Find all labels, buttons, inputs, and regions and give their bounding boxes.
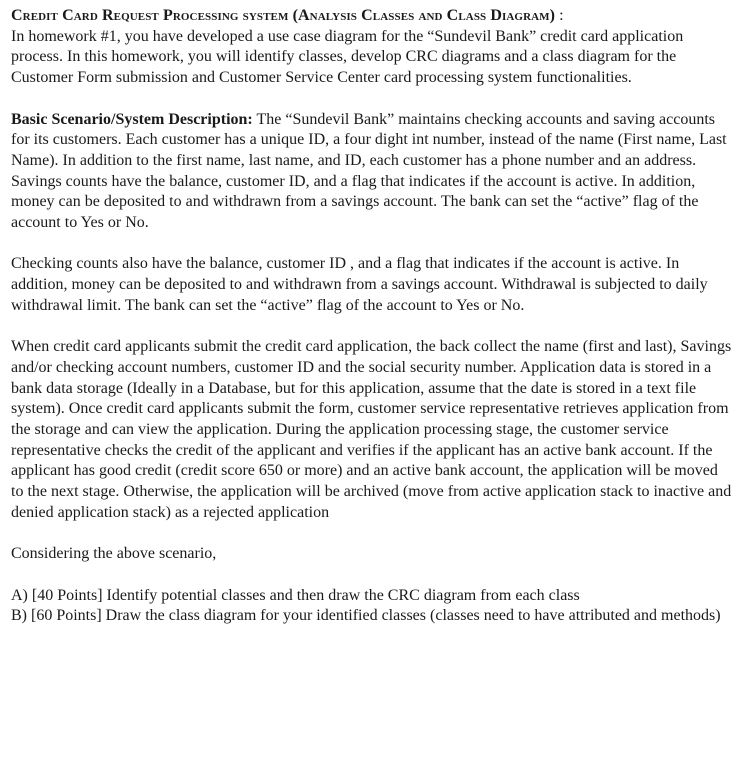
assignment-document xyxy=(11,6,733,627)
task-a-item: A) [40 Points] Identify potential classes and then draw the CRC diagram from each class xyxy=(11,586,580,604)
document-title-suffix: : xyxy=(555,7,564,24)
paragraph-spacer xyxy=(11,565,733,586)
application-process-paragraph: When credit card applicants submit the credit card application, the back collect the name (first and last), Savings and/or checking account numbers, customer ID and the social security number. Application data is stored in a bank data storage (Ideally in a Database, but for this application, assume that the date is stored in a text file system). Once credit card applicants submit the form, customer service representative retrieves application from the storage and can view the application. During the application processing stage, the customer service representative checks the credit of the applicant and verifies if the applicant has an active bank account. If the applicant has good credit (credit score 650 or more) and an active bank account, the application will be moved to the next stage. Otherwise, the application will be archived (move from active application stack to inactive and denied application stack) as a rejected application xyxy=(11,338,732,521)
document-title: Credit Card Request Processing system (Analysis Classes and Class Diagram) xyxy=(11,7,556,24)
paragraph-spacer xyxy=(11,234,733,255)
paragraph-spacer xyxy=(11,89,733,110)
considering-paragraph: Considering the above scenario, xyxy=(11,545,217,563)
intro-paragraph xyxy=(11,6,733,89)
basic-scenario-text: The “Sundevil Bank” maintains checking accounts and saving accounts for its customers. Each customer has a unique ID, a four dight int number, instead of the name (First name, Last Name). In addition to the first name, last name, and ID, each customer has a phone number and an address. Savings counts have the balance, customer ID, and a flag that indicates if the account is active. In addition, money can be deposited to and withdrawn from a savings account. The bank can set the “active” flag of the account to Yes or No. xyxy=(11,110,727,232)
intro-text: In homework #1, you have developed a use case diagram for the “Sundevil Bank” credit card application process. In this homework, you will identify classes, develop CRC diagrams and a class diagram for the Customer Form submission and Customer Service Center card processing system functionalities. xyxy=(11,27,684,87)
paragraph-spacer xyxy=(11,317,733,338)
checking-accounts-paragraph: Checking counts also have the balance, customer ID , and a flag that indicates if the account is active. In addition, money can be deposited to and withdrawn from a savings account. Withdrawal is subjected to daily withdrawal limit. The bank can set the “active” flag of the account to Yes or No. xyxy=(11,255,708,314)
basic-scenario-paragraph xyxy=(11,110,733,234)
paragraph-spacer xyxy=(11,524,733,545)
task-b-item: B) [60 Points] Draw the class diagram for your identified classes (classes need to have attributed and methods) xyxy=(11,607,721,625)
basic-scenario-label: Basic Scenario/System Description: xyxy=(11,110,253,128)
